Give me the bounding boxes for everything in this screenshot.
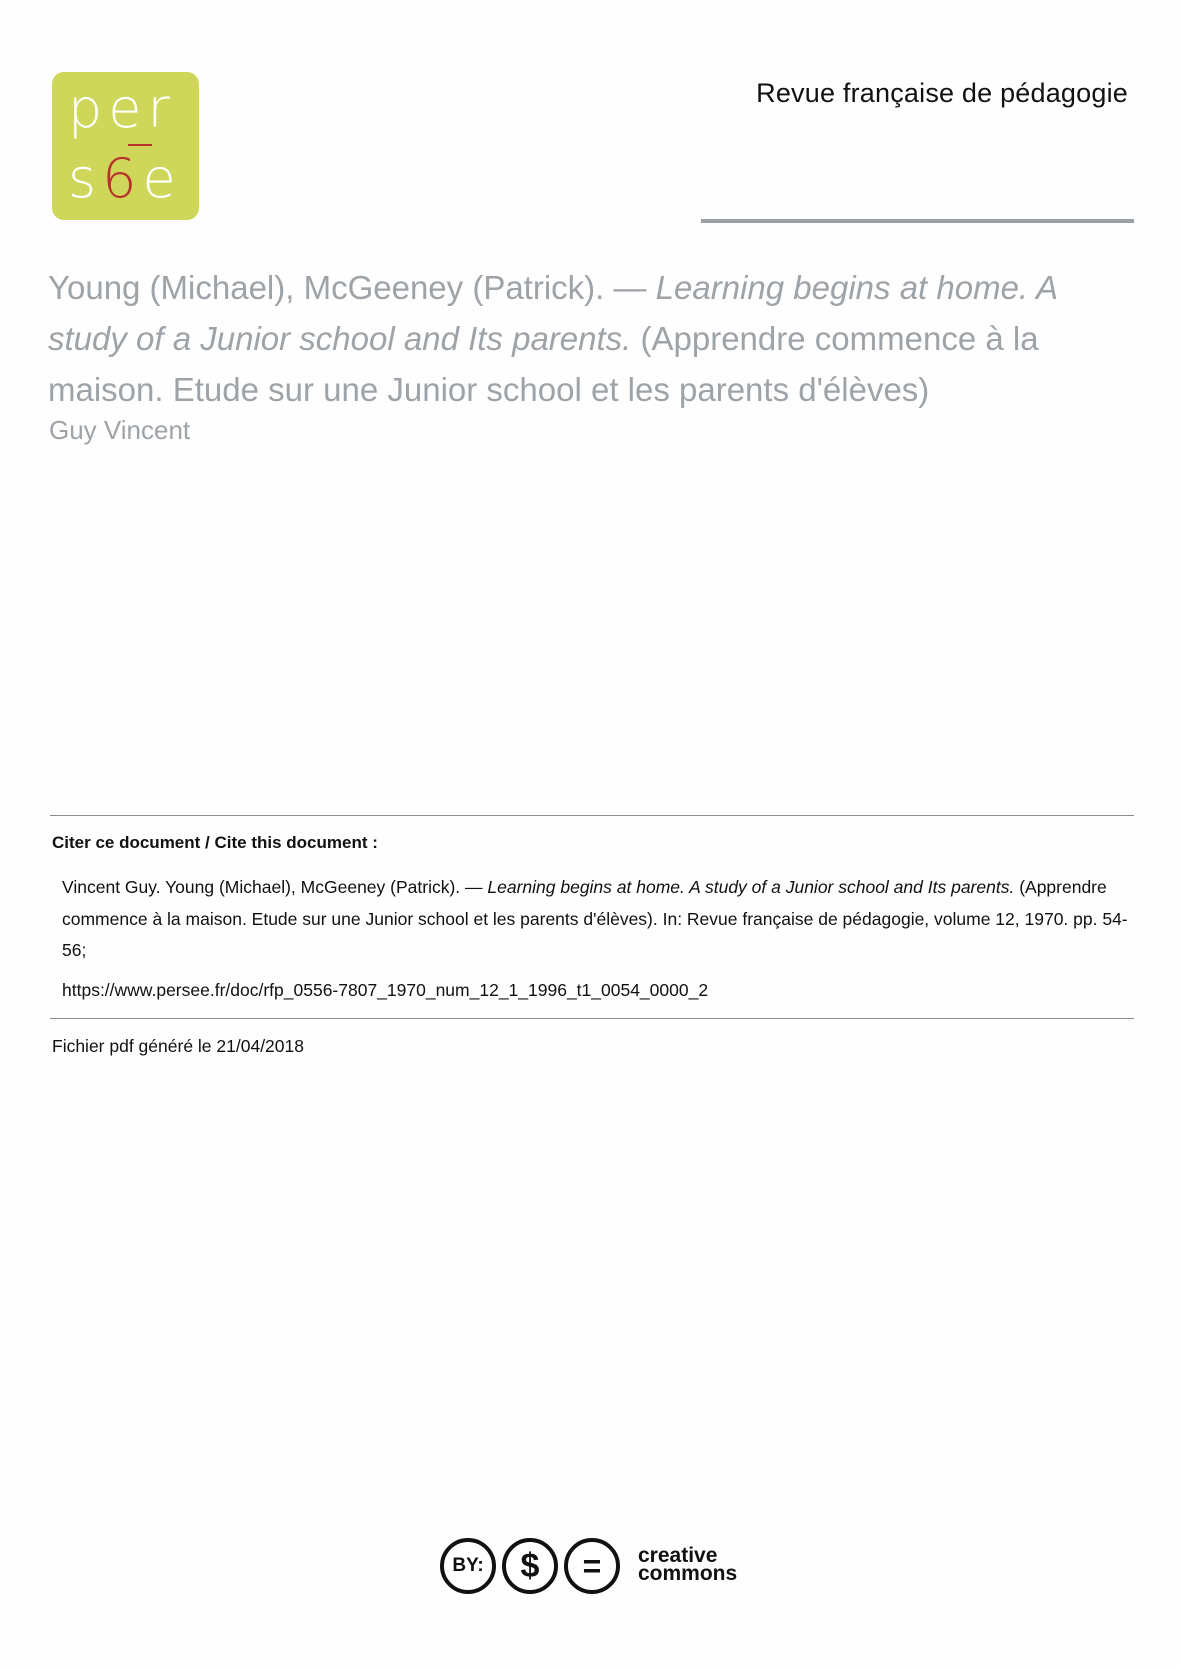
article-title: Young (Michael), McGeeney (Patrick). — Learning begins at home. A study of a Junior school and Its parents. (Apprendre commence à la maison. Etude sur une Junior school et les parents d'élèves) [48, 269, 1057, 408]
logo-text-bottom: s6e [68, 147, 182, 210]
article-author: Guy Vincent [49, 415, 191, 445]
divider-bottom [50, 1018, 1134, 1019]
citation-heading: Citer ce document / Cite this document : [52, 833, 378, 852]
journal-underline [701, 219, 1134, 223]
divider-top [50, 815, 1134, 816]
noderivatives-icon: = [564, 1538, 620, 1594]
citation-text: Vincent Guy. Young (Michael), McGeeney (Patrick). — Learning begins at home. A study of a Junior school and Its parents. (Apprendre commence à la maison. Etude sur une Junior school et les parents d'élèves). In: Revue française de pédagogie, volume 12, 1970. pp. 54-56; [62, 877, 1128, 960]
persee-logo [52, 72, 199, 220]
logo-text-top: per [68, 77, 176, 140]
creative-commons-wordmark: creative commons [638, 1544, 738, 1585]
journal-title: Revue française de pédagogie [756, 78, 1128, 108]
noncommercial-icon: $ [502, 1538, 558, 1594]
generation-date: Fichier pdf généré le 21/04/2018 [52, 1036, 304, 1056]
by-icon: BY: [440, 1538, 496, 1594]
logo-divider [128, 144, 152, 146]
citation-url[interactable]: https://www.persee.fr/doc/rfp_0556-7807_1970_num_12_1_1996_t1_0054_0000_2 [62, 980, 709, 1000]
creative-commons-badge[interactable] [440, 1536, 740, 1600]
